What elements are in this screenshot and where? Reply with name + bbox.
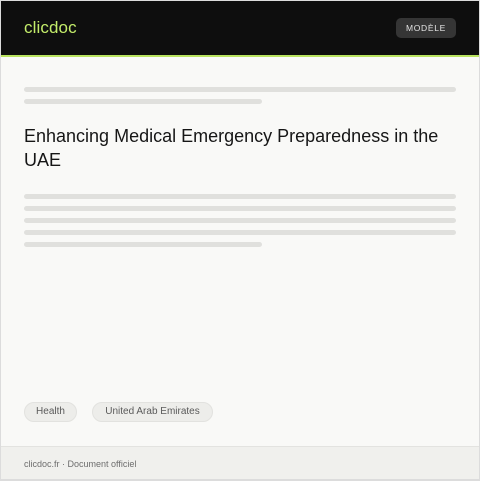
tag-health[interactable]: Health (24, 402, 77, 422)
tag-united-arab-emirates[interactable]: United Arab Emirates (92, 402, 213, 422)
placeholder-line (24, 194, 456, 199)
footer-text: clicdoc.fr · Document officiel (24, 459, 137, 469)
template-badge: MODÈLE (396, 18, 456, 38)
placeholder-line (24, 99, 262, 104)
placeholder-line (24, 218, 456, 223)
placeholder-line (24, 206, 456, 211)
footer-bar (1, 446, 479, 479)
placeholder-line (24, 87, 456, 92)
document-card (1, 1, 479, 479)
placeholder-line (24, 242, 262, 247)
header-bar (1, 1, 479, 57)
document-title: Enhancing Medical Emergency Preparedness in the UAE (24, 126, 439, 170)
brand-logo[interactable]: clicdoc (24, 18, 77, 37)
placeholder-line (24, 230, 456, 235)
